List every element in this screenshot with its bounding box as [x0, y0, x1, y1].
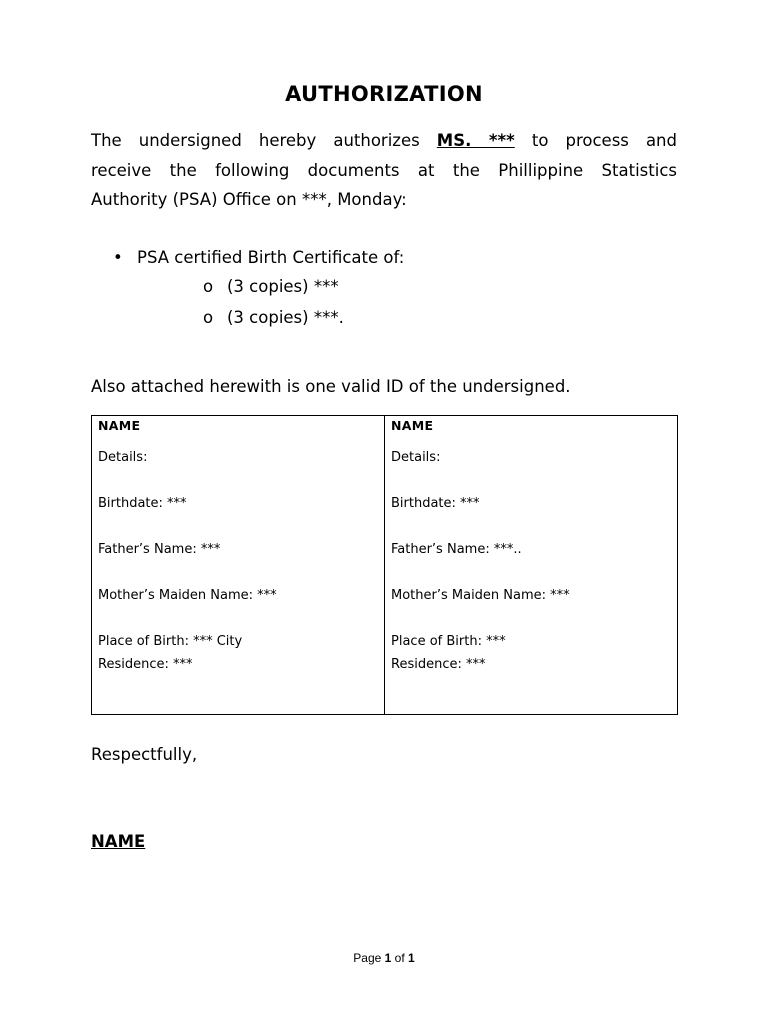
details-label: Details: — [391, 450, 441, 465]
closing-text: Respectfully, — [91, 745, 198, 764]
mother-maiden-name: Mother’s Maiden Name: *** — [391, 588, 570, 603]
intro-paragraph — [91, 126, 677, 215]
person-column-2 — [385, 416, 678, 715]
bullet-text: PSA certified Birth Certificate of: — [137, 248, 405, 267]
sub-item-2: o (3 copies) ***. — [203, 304, 344, 332]
intro-line-3: Authority (PSA) Office on ***, Monday: — [91, 190, 407, 209]
intro-line-1: The undersigned hereby authorizes MS. *** to process and — [91, 131, 677, 150]
authorized-person: MS. *** — [436, 131, 515, 150]
residence: Residence: *** — [98, 657, 193, 672]
circle-bullet-icon: o — [203, 308, 214, 327]
details-table — [91, 415, 678, 715]
details-label: Details: — [98, 450, 148, 465]
signatory-name: NAME — [91, 832, 146, 851]
attached-statement: Also attached herewith is one valid ID of the undersigned. — [91, 377, 571, 396]
birthdate: Birthdate: *** — [98, 496, 187, 511]
father-name: Father’s Name: ***.. — [391, 542, 522, 557]
person-name: NAME — [391, 418, 434, 433]
place-of-birth: Place of Birth: *** City — [98, 634, 243, 649]
circle-bullet-icon: o — [203, 277, 214, 296]
place-of-birth: Place of Birth: *** — [391, 634, 506, 649]
total-pages: 1 — [408, 951, 415, 965]
birthdate: Birthdate: *** — [391, 496, 480, 511]
mother-maiden-name: Mother’s Maiden Name: *** — [98, 588, 277, 603]
father-name: Father’s Name: *** — [98, 542, 221, 557]
bullet-icon: • — [113, 248, 123, 267]
sub-item-1: o (3 copies) *** — [203, 273, 339, 301]
residence: Residence: *** — [391, 657, 486, 672]
bullet-item — [113, 244, 404, 272]
person-column-1 — [92, 416, 385, 715]
page-footer: Page 1 of 1 — [353, 951, 415, 965]
current-page: 1 — [384, 951, 392, 965]
intro-line-2: receive the following documents at the Phillippine Statistics — [91, 160, 677, 180]
person-name: NAME — [98, 418, 141, 433]
document-title: AUTHORIZATION — [285, 82, 483, 106]
